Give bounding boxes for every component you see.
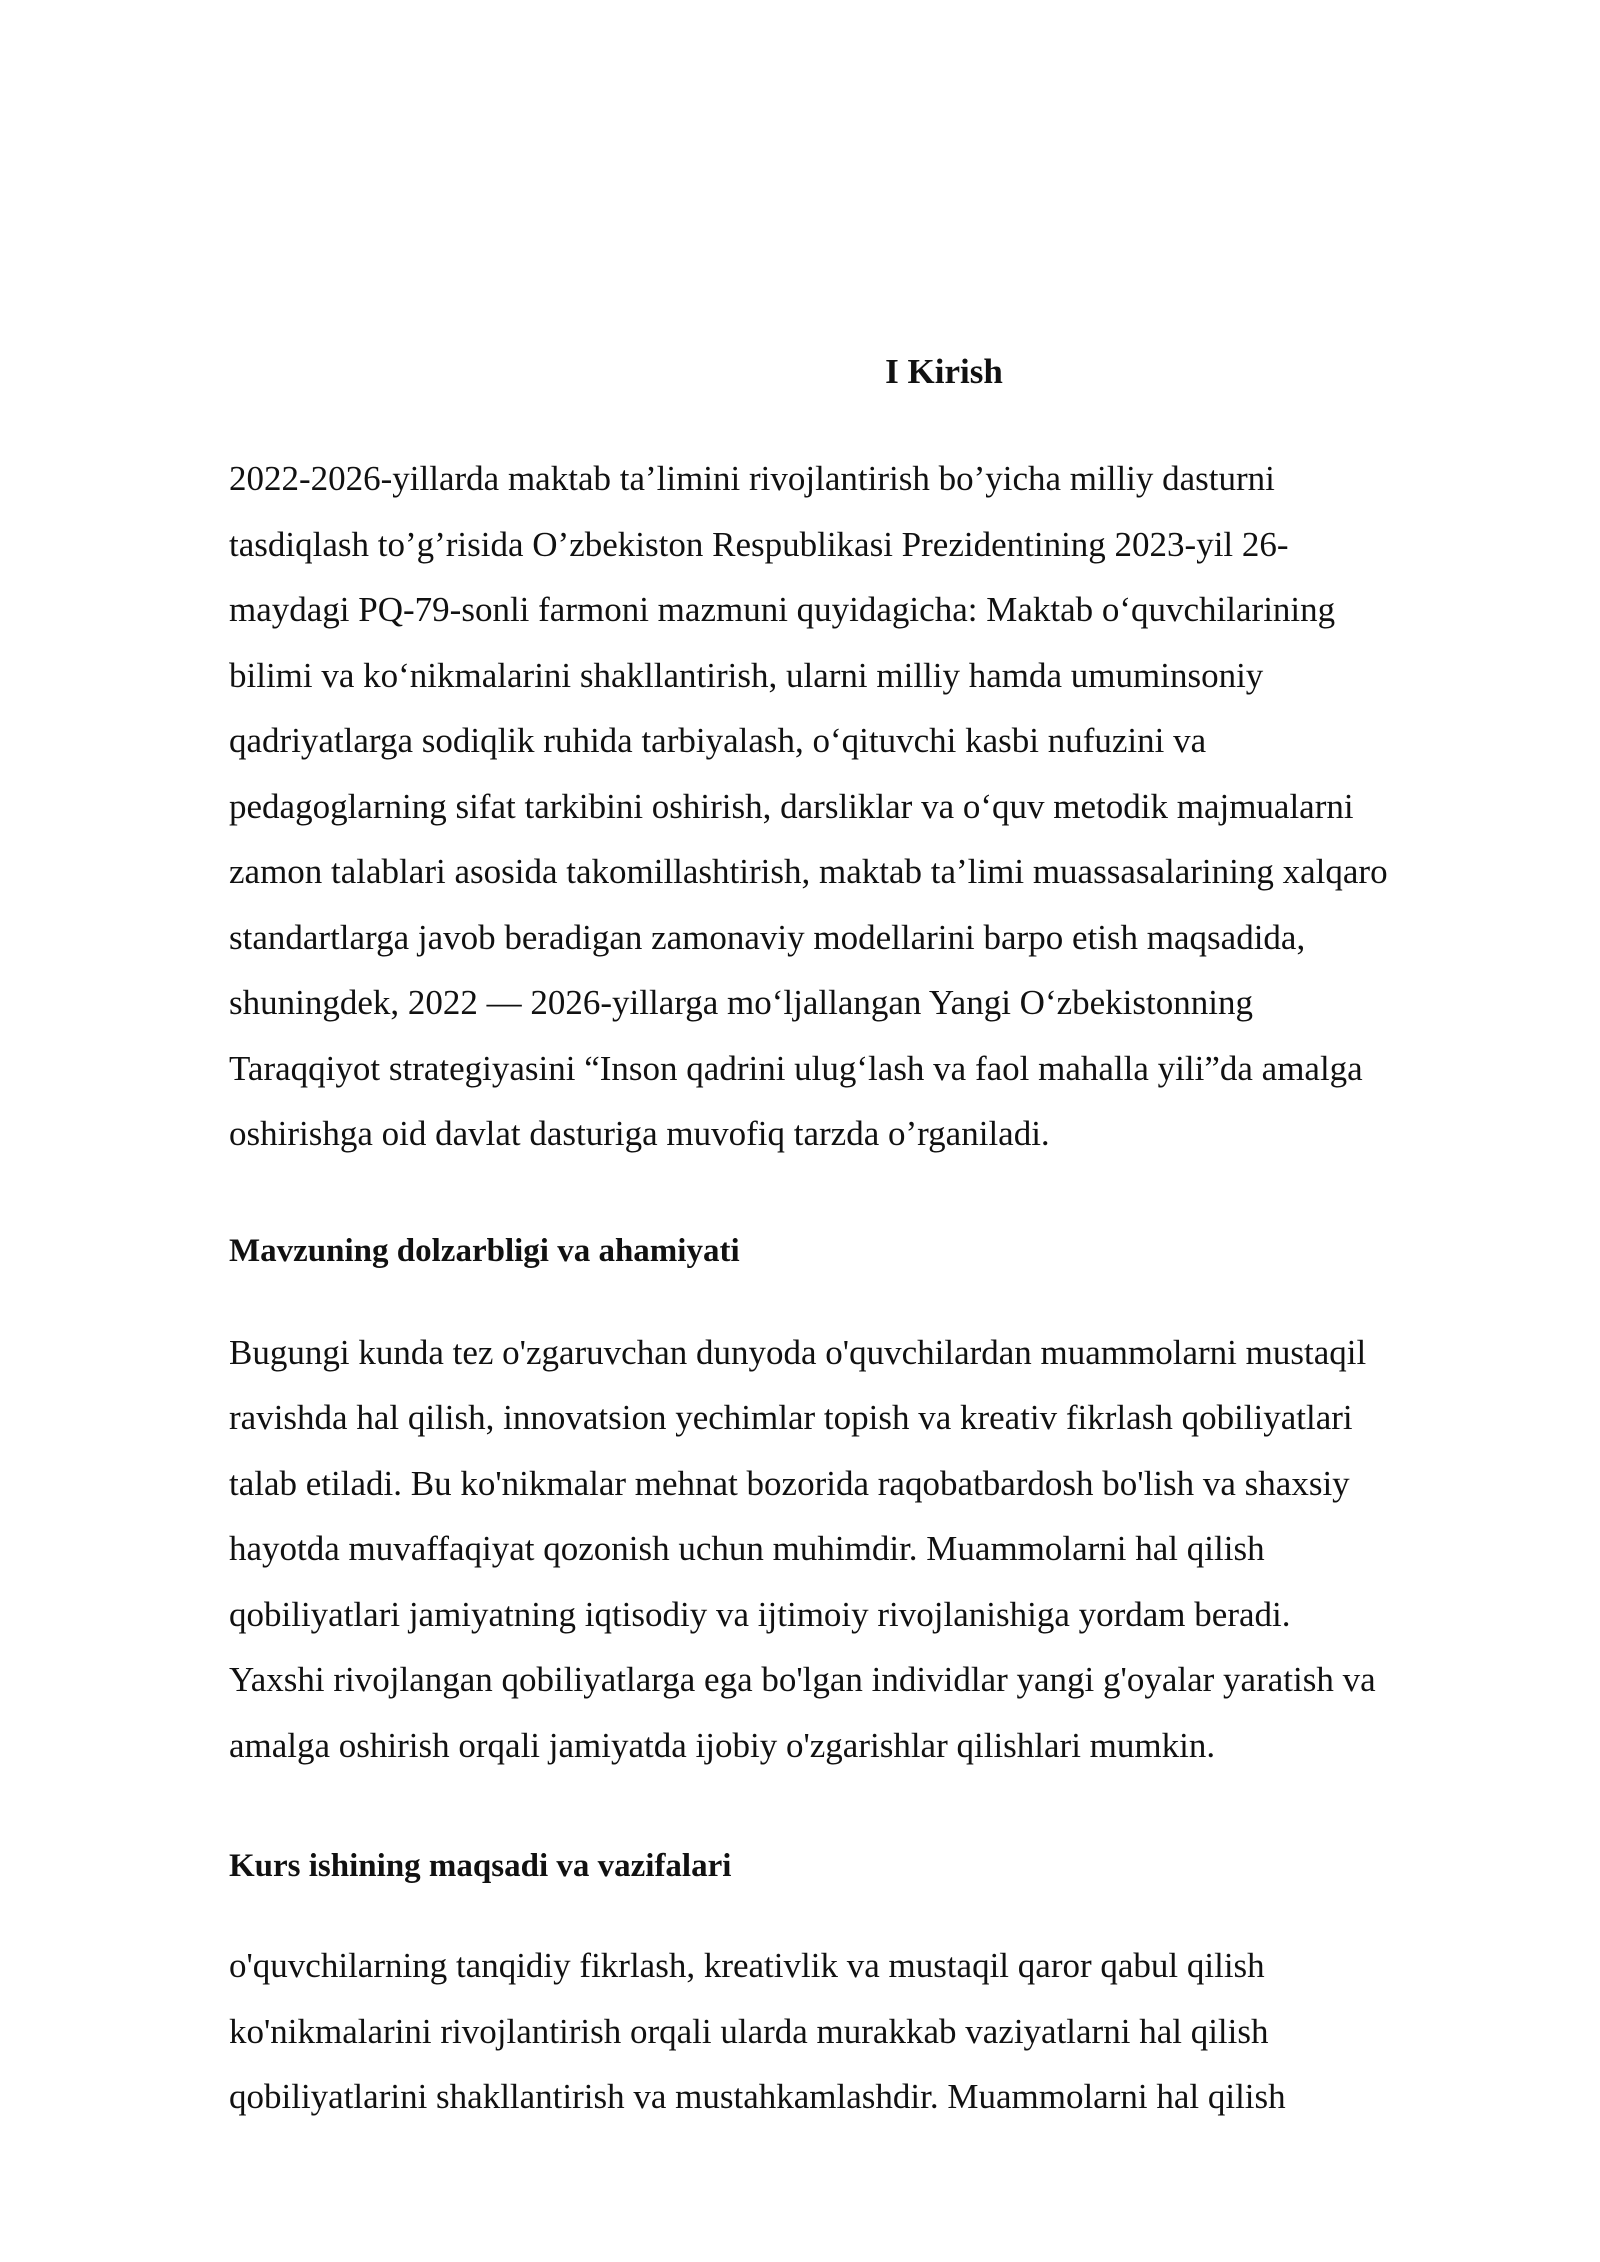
section-heading-goals: Kurs ishining maqsadi va vazifalari — [229, 1848, 732, 1884]
page-content — [229, 352, 1499, 2130]
page-title: I Kirish — [885, 352, 1003, 391]
relevance-paragraph: Bugungi kunda tez o'zgaruvchan dunyoda o'quvchilardan muammolarni mustaqil ravishda hal qilish, innovatsion yechimlar topish va kreativ fikrlash qobiliyatlari talab etiladi. Bu ko'nikmalar mehnat bozorida raqobatbardosh bo'lish va shaxsiy hayotda muvaffaqiyat qozonish uchun muhimdir. Muammolarni hal qilish qobiliyatlari jamiyatning iqtisodiy va ijtimoiy rivojlanishiga yordam beradi. Yaxshi rivojlangan qobiliyatlarga ega bo'lgan individlar yangi g'oyalar yaratish va amalga oshirish orqali jamiyatda ijobiy o'zgarishlar qilishlari mumkin. — [229, 1332, 1376, 1765]
goals-paragraph: o'quvchilarning tanqidiy fikrlash, kreativlik va mustaqil qaror qabul qilish ko'nikmalarini rivojlantirish orqali ularda murakkab vaziyatlarni hal qilish qobiliyatlarini shakllantirish va mustahkamlashdir. Muammolarni hal qilish — [229, 1946, 1286, 2116]
section-heading-relevance: Mavzuning dolzarbligi va ahamiyati — [229, 1232, 740, 1269]
intro-paragraph: 2022-2026-yillarda maktab ta’limini rivojlantirish bo’yicha milliy dasturni tasdiqlash to’g’risida O’zbekiston Respublikasi Prezidentining 2023-yil 26- maydagi PQ-79-sonli farmoni mazmuni quyidagicha: Maktab o‘quvchilarining bilimi va ko‘nikmalarini shakllantirish, ularni milliy hamda umuminsoniy qadriyatlarga sodiqlik ruhida tarbiyalash, o‘qituvchi kasbi nufuzini va pedagoglarning sifat tarkibini oshirish, darsliklar va o‘quv metodik majmualarni zamon talablari asosida takomillashtirish, maktab ta’limi muassasalarining xalqaro standartlarga javob beradigan zamonaviy modellarini barpo etish maqsadida, shuningdek, 2022 — 2026-yillarga mo‘ljallangan Yangi O‘zbekistonning Taraqqiyot strategiyasini “Inson qadrini ulug‘lash va faol mahalla yili”da amalga oshirishga oid davlat dasturiga muvofiq tarzda o’rganiladi. — [229, 459, 1388, 1153]
